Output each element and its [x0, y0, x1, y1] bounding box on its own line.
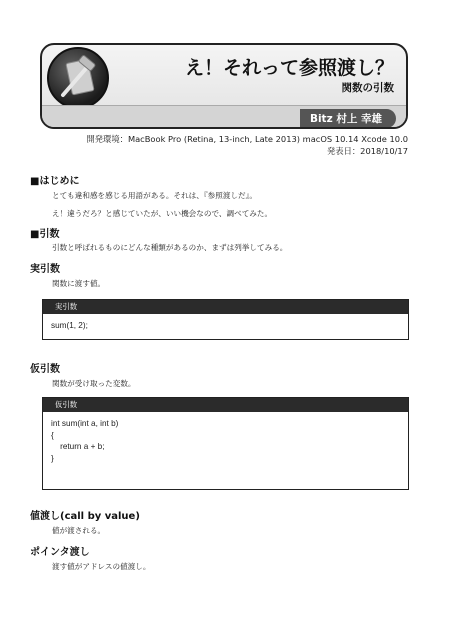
- intro-paragraph-2: え！違うだろ？と感じていたが、いい機会なので、調べてみた。: [52, 209, 273, 218]
- code-block: sum(1, 2);: [51, 321, 88, 330]
- heading-formal-args: 仮引数: [30, 364, 60, 375]
- intro-paragraph-1: とても違和感を感じる用語がある。それは、『参照渡しだ』。: [52, 191, 258, 200]
- page-subtitle: 関数の引数: [341, 82, 394, 94]
- heading-actual-args: 実引数: [30, 264, 60, 275]
- pointer-paragraph: 渡す値がアドレスの値渡し。: [52, 562, 151, 571]
- code-block: int sum(int a, int b) { return a + b; }: [51, 419, 119, 463]
- call-by-value-paragraph: 値が渡される。: [52, 526, 106, 535]
- xcode-hammer-logo-icon: [47, 47, 109, 109]
- actual-args-paragraph: 関数に渡す値。: [52, 279, 106, 288]
- code-box-formal: [42, 397, 409, 490]
- author-bar: [42, 105, 406, 129]
- meta-info: [86, 133, 408, 157]
- code-box-label: 仮引数: [43, 398, 408, 412]
- heading-intro: ■はじめに: [30, 176, 80, 187]
- code-box-label: 実引数: [43, 300, 408, 314]
- heading-args: ■引数: [30, 229, 60, 240]
- heading-pointer: ポインタ渡し: [30, 547, 90, 558]
- heading-call-by-value: 値渡し(call by value): [30, 511, 140, 522]
- page-title: え！それって参照渡し？: [184, 57, 394, 79]
- title-banner: [40, 43, 408, 129]
- formal-args-paragraph: 関数が受け取った変数。: [52, 379, 136, 388]
- publish-date: 発表日：2018/10/17: [326, 146, 408, 156]
- author-badge: Bitz 村上 幸雄: [300, 109, 396, 128]
- dev-environment: 開発環境：MacBook Pro (Retina, 13-inch, Late 2013) macOS 10.14 Xcode 10.0: [86, 134, 408, 144]
- args-paragraph: 引数と呼ばれるものにどんな種類があるのか、まずは列挙してみる。: [52, 243, 288, 252]
- code-box-actual: [42, 299, 409, 340]
